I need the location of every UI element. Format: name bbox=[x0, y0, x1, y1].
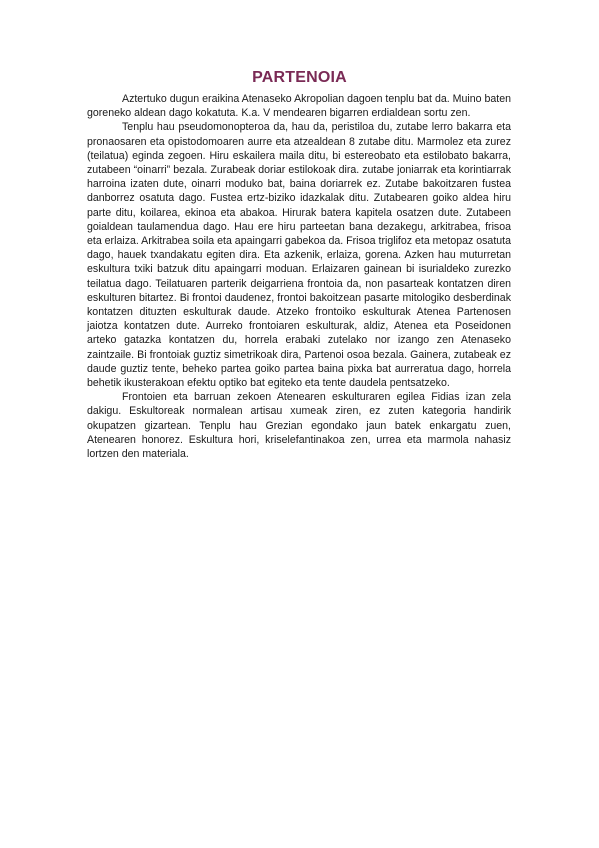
paragraph-description: Tenplu hau pseudomonopteroa da, hau da, peristiloa du, zutabe lerro bakarra eta pronaosaren eta opistodomoaren aurre eta atzealdean 8 zutabe ditu. Marmolez eta zurez (teilatua) eginda zegoen. Hiru eskailera maila ditu, bi estereobato eta estilobato bakarra, zutabeen “oinarri” bezala. Zurabeak doriar estilokoak dira. zutabe joniarrak eta korintiarrak harroina izaten dute, oinarri moduko bat, baina doriarrek ez. Zutabe bakoitzaren fustea danborrez osatuta dago. Fustea ertz-biziko idazkalak ditu. Zutabearen goiko aldea hiru parte ditu, koilarea, ekinoa eta abakoa. Hirurak batera kapitela osatzen dute. Zutabeen goialdean taulamendua dago. Hau ere hiru parteetan bana dezakegu, arkitrabea, frisoa eta erlaiza. Arkitrabea soila eta apaingarri gabekoa da. Frisoa triglifoz eta metopaz osatuta dago, hauek txandakatu egiten dira. Eta azkenik, erlaiza, gorena. Azken hau muturretan eskultura txiki batzuk ditu apaingarri moduan. Erlaizaren gainean bi isurialdeko zurezko teilatua dago. Teilatuaren parterik deigarriena frontoia da, non pasarteak kontatzen diren eskulturen bitartez. Bi frontoi daudenez, frontoi bakoitzean pasarte mitologiko desberdinak kontatzen dituzten eskulturak daude. Atzeko frontoiko eskulturak Atenea Partenosen jaiotza kontatzen dute. Aurreko frontoiaren eskulturak, aldiz, Atenea eta Poseidonen arteko gatazka kontatzen du, horrela erabaki zutelako nor izango zen Atenaseko zaintzaile. Bi frontoiak guztiz simetrikoak dira, Partenoi osoa bezala. Gainera, zutabeak ez daude guztiz tente, beheko partea goiko partea baina pixka bat aurreratua dago, horrela behetik ikusterakoan efektu optiko bat egiteko eta tente daudela pentsatzeko. bbox=[87, 121, 511, 390]
document-body bbox=[87, 92, 511, 461]
page-title: PARTENOIA bbox=[252, 69, 347, 86]
paragraph-intro: Aztertuko dugun eraikina Atenaseko Akropolian dagoen tenplu bat da. Muino baten goreneko aldean dago kokatuta. K.a. V mendearen bigarren erdialdean sortu zen. bbox=[87, 93, 511, 120]
paragraph-authorship: Frontoien eta barruan zekoen Atenearen eskulturaren egilea Fidias izan zela dakigu. Eskultoreak normalean artisau xumeak ziren, ez zuten kategoria handirik okupatzen gizartean. Tenplu hau Grezian egondako jaun batek enkargatu zuen, Atenearen honorez. Eskultura hori, kriselefantinakoa zen, urrea eta marmola nahasiz lortzen den materiala. bbox=[87, 391, 511, 461]
